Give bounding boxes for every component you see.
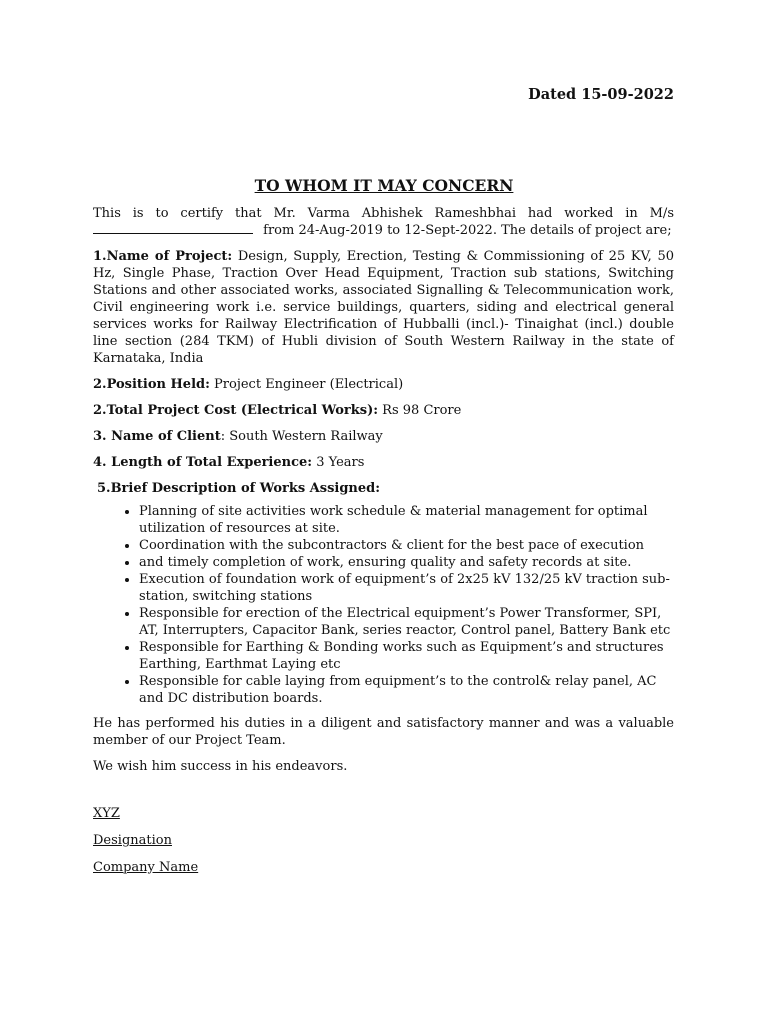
list-item: • Coordination with the subcontractors & client for the best pace of execution xyxy=(139,537,674,554)
list-item: • and timely completion of work, ensuring quality and safety records at site. xyxy=(139,554,674,571)
works-heading xyxy=(93,480,674,497)
works-label: 5.Brief Description of Works Assigned: xyxy=(97,481,381,496)
date-line: Dated 15-09-2022 xyxy=(528,86,674,103)
cost-line xyxy=(93,402,674,419)
client-value: : South Western Railway xyxy=(220,429,383,444)
list-item: • Planning of site activities work schedule & material management for optimal utilization of resources at site. xyxy=(139,503,674,537)
client-label: 3. Name of Client xyxy=(93,429,221,444)
client-line xyxy=(93,428,674,445)
list-item: • Responsible for Earthing & Bonding works such as Equipment’s and structures Earthing, Earthmat Laying etc xyxy=(139,639,674,673)
position-line xyxy=(93,376,674,393)
position-value: Project Engineer (Electrical) xyxy=(214,377,404,392)
letter-body xyxy=(93,205,674,886)
experience-line xyxy=(93,454,674,471)
intro-text: This is to certify that Mr. Varma Abhishek Rameshbhai had worked in M/s xyxy=(93,206,674,221)
wish-line: We wish him success in his endeavors. xyxy=(93,759,348,774)
list-item: • Responsible for erection of the Electrical equipment’s Power Transformer, SPI, AT, Interrupters, Capacitor Bank, series reactor, Control panel, Battery Bank etc xyxy=(139,605,674,639)
signatory-company: Company Name xyxy=(93,860,199,875)
project-label: 1.Name of Project: xyxy=(93,249,233,264)
experience-label: 4. Length of Total Experience: xyxy=(93,455,313,470)
project-paragraph xyxy=(93,248,674,367)
cost-label: 2.Total Project Cost (Electrical Works): xyxy=(93,403,379,418)
closing-paragraph: He has performed his duties in a diligent and satisfactory manner and was a valuable member of our Project Team. xyxy=(93,716,674,748)
intro-paragraph xyxy=(93,205,674,239)
intro-text-dates: from 24-Aug-2019 to 12-Sept-2022. The details of project are; xyxy=(263,223,672,238)
works-list xyxy=(93,503,674,707)
signatory-name: XYZ xyxy=(93,806,120,821)
signatory-designation: Designation xyxy=(93,833,172,848)
experience-value: 3 Years xyxy=(316,455,365,470)
cost-value: Rs 98 Crore xyxy=(382,403,462,418)
document-title: TO WHOM IT MAY CONCERN xyxy=(254,176,514,195)
signature-block xyxy=(93,805,674,876)
company-blank-line xyxy=(93,222,253,234)
project-value: Design, Supply, Erection, Testing & Commissioning of 25 KV, 50 Hz, Single Phase, Traction Over Head Equipment, Traction sub stations, Switching Stations and other associated works, associated Signalling & Telecommunication work, Civil engineering work i.e. service buildings, quarters, siding and electrical general services works for Railway Electrification of Hubballi (incl.)- Tinaighat (incl.) double line section (284 TKM) of Hubli division of South Western Railway in the state of Karnataka, India xyxy=(93,249,674,366)
position-label: 2.Position Held: xyxy=(93,377,210,392)
list-item: • Responsible for cable laying from equipment’s to the control& relay panel, AC and DC distribution boards. xyxy=(139,673,674,707)
list-item: • Execution of foundation work of equipment’s of 2x25 kV 132/25 kV traction sub-station, switching stations xyxy=(139,571,674,605)
